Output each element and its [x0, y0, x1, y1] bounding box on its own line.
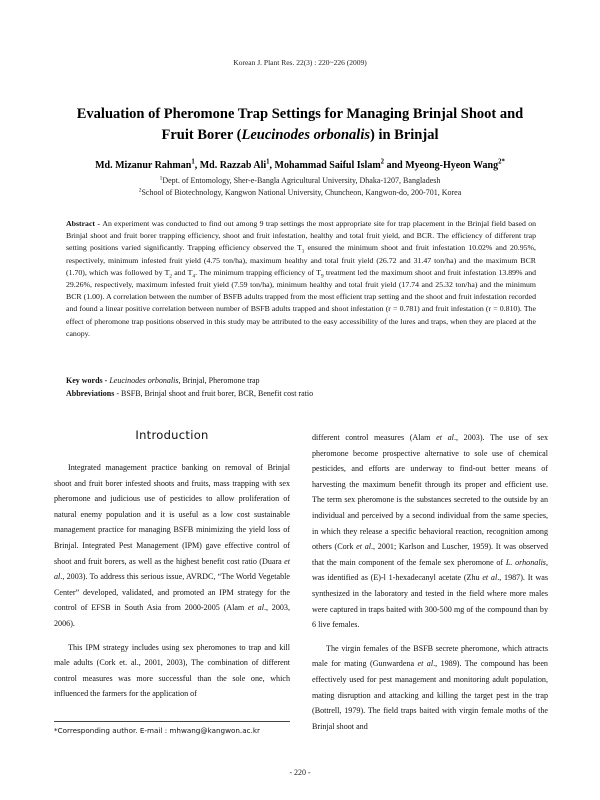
text-run: ., 2001; Karlson and Luscher, 1959). It was observed that the main component of the female sex pheromone of [312, 542, 549, 567]
text-run: , was identified as (E)-l 1-hexadecanyl acetate (Zhu [312, 557, 548, 583]
affil-mark: 2 [138, 187, 142, 194]
author-separator: , [194, 160, 200, 171]
abstract-text: and T [172, 267, 193, 277]
subscript: 9 [320, 273, 324, 280]
paragraph: This IPM strategy includes using sex pheromones to trap and kill male adults (Cork et. al., 2001, 2003), The combination of different control measures was more successful than the sole one, which influenced the farmers for the application of [54, 642, 290, 699]
author-affil-mark: 1 [266, 158, 270, 166]
author-name: Mohammad Saiful Islam [274, 160, 381, 171]
text-run: et al [436, 433, 454, 442]
author-affil-mark: 2* [498, 158, 505, 166]
abstract [66, 218, 536, 340]
author-affil-mark: 2 [380, 158, 385, 166]
paper-title [40, 104, 560, 146]
corresponding-author-footnote: *Corresponding author. E-mail : mhwang@kangwon.ac.kr [54, 726, 260, 735]
title-line-1: Evaluation of Pheromone Trap Settings for Managing Brinjal Shoot and [76, 106, 524, 122]
text-run: et al [248, 603, 264, 613]
text-run: ., 1989). The compound has been effectively used for pest management and monitoring adult population, mating disruption and attacking and killing the target pest in the trap (Bottrell, 1979). The field traps baited with virgin female moths of the Brinjal shoot and [312, 659, 548, 731]
affiliation-2 [40, 188, 560, 197]
author-separator: , [269, 160, 275, 171]
subscript: 4 [192, 273, 196, 280]
title-part: ) in Brinjal [370, 127, 439, 143]
text-run: The virgin females of the BSFB secrete pheromone, which attracts male for mating (Gunwardena [312, 643, 548, 669]
paragraph [312, 641, 548, 735]
keywords-text: , Brinjal, Pheromone trap [178, 376, 260, 385]
text-run: ., 2003). To address this serious issue, AVRDC, “The World Vegetable Center” developed, validated, and promoted an IPM strategy for the control of EFSB in South Asia from 2000-2005 (Alam [54, 572, 290, 613]
abstract-text: ensured the minimum shoot and fruit infestation 10.02% and 20.95%, respectively, minimum infested fruit yield (4.75 ton/ha), maximum healthy and total fruit yield (26.72 and 31.47 ton/ha) and the maximum BCR (1.70), which was followed by T [66, 243, 536, 277]
footnote-divider [54, 721, 290, 722]
keywords-label: Key words - [66, 376, 110, 385]
text-run: et al [356, 542, 371, 552]
subscript: 2 [169, 273, 173, 280]
author-separator: and [384, 160, 406, 171]
text-run: et al [54, 556, 290, 582]
text-run: ., 2003, 2006). [54, 603, 291, 628]
author-name: Md. Mizanur Rahman [95, 160, 192, 171]
abstract-text: . The minimum trapping efficiency of T [195, 267, 321, 277]
section-heading-introduction: Introduction [135, 428, 209, 442]
abstract-text: treatment led the maximum shoot and fruit infestation 13.89% and 29.26%, respectively, maximum infested fruit yield (7.59 ton/ha), minimum healthy and total fruit yield (17.74 and 25.32 ton/ha) and the minimum BCR (1.00). A correlation between the number of BSFB adults trapped from the most efficient trap setting and the shoot and fruit infestation recorded and found a linear positive correlation between number of BSFB adults trapped and shoot infestation (r = 0.781) and fruit infestation (r = 0.810). The effect of pheromone trap positions observed in this study may be attributed to the easy accessibility of the lures and traps, when they are placed at the canopy. [66, 267, 537, 338]
abstract-label: Abstract - [66, 219, 103, 228]
keywords [66, 375, 536, 387]
title-part: Fruit Borer ( [161, 127, 242, 143]
abbreviations-label: Abbreviations [66, 389, 115, 398]
species-name: Leucinodes orbonalis [109, 376, 179, 385]
paragraph [54, 460, 290, 632]
text-run: et al [482, 573, 498, 583]
title-line-2 [40, 125, 560, 146]
text-run: ., 2003). The use of sex pheromone become prospective alternative to sole use of chemical pesticides, and efforts are underway to find-out better means of harvesting the maximum benefit through its proper and efficient use. The term sex pheromone is the substances secreted to the outside by an individual and perceived by a second individual from the same species, in which they release a specific behavioral reaction, recognition among others (Cork [312, 433, 548, 552]
paragraph [312, 430, 548, 633]
species-name: L. orhonalis [505, 557, 546, 567]
right-column [312, 430, 548, 734]
text-run: different control measures (Alam [312, 433, 437, 442]
affil-mark: 1 [159, 175, 163, 182]
text-run: ., 1987). It was synthesized in the laboratory and tested in the field where more males were captured in traps baited with 300-500 mg of the compound than by 6 live females. [312, 573, 548, 630]
author-name: Md. Razzab Ali [199, 160, 267, 171]
species-name: Leucinodes orbonalis [241, 127, 370, 143]
page-number: - 220 - [289, 768, 311, 777]
abstract-text: An experiment was conducted to find out among 9 trap settings the most appropriate site for trap placement in the Brinjal field based on Brinjal shoot and fruit borer trapping efficiency, shoot and fruit infestation, healthy and total fruit yield, and BCR. The efficiency of different trap setting positions varied significantly. Trapping efficiency observed the T [66, 219, 536, 253]
text-run: et al [417, 659, 434, 669]
affiliation-text: Dept. of Entomology, Sher-e-Bangla Agricultural University, Dhaka-1207, Bangladesh [162, 176, 441, 185]
abbreviations-text: - BSFB, Brinjal shoot and fruit borer, BCR, Benefit cost ratio [114, 389, 314, 398]
subscript: 1 [301, 248, 305, 255]
affiliation-text: School of Biotechnology, Kangwon National University, Chuncheon, Kangwon-do, 200-701, Korea [141, 188, 462, 197]
author-list [40, 160, 560, 171]
author-affil-mark: 1 [191, 158, 195, 166]
abbreviations [66, 388, 536, 400]
journal-header: Korean J. Plant Res. 22(3) : 220~226 (2009) [233, 58, 367, 67]
left-column [54, 460, 290, 702]
affiliation-1 [40, 176, 560, 185]
author-name: Myeong-Hyeon Wang [405, 160, 499, 171]
text-run: Integrated management practice banking on removal of Brinjal shoot and fruit borer infested shoots and fruits, mass trapping with sex pheromone and judicious use of pesticides to allow proliferation of natural enemy population and it is useful as a low cost sustainable management practice for managing BSFB minimizing the yield loss of Brinjal. Integrated Pest Management (IPM) gave effective control of shoot and fruit borers, as well as the highest benefit cost ratio (Duara [54, 463, 290, 566]
